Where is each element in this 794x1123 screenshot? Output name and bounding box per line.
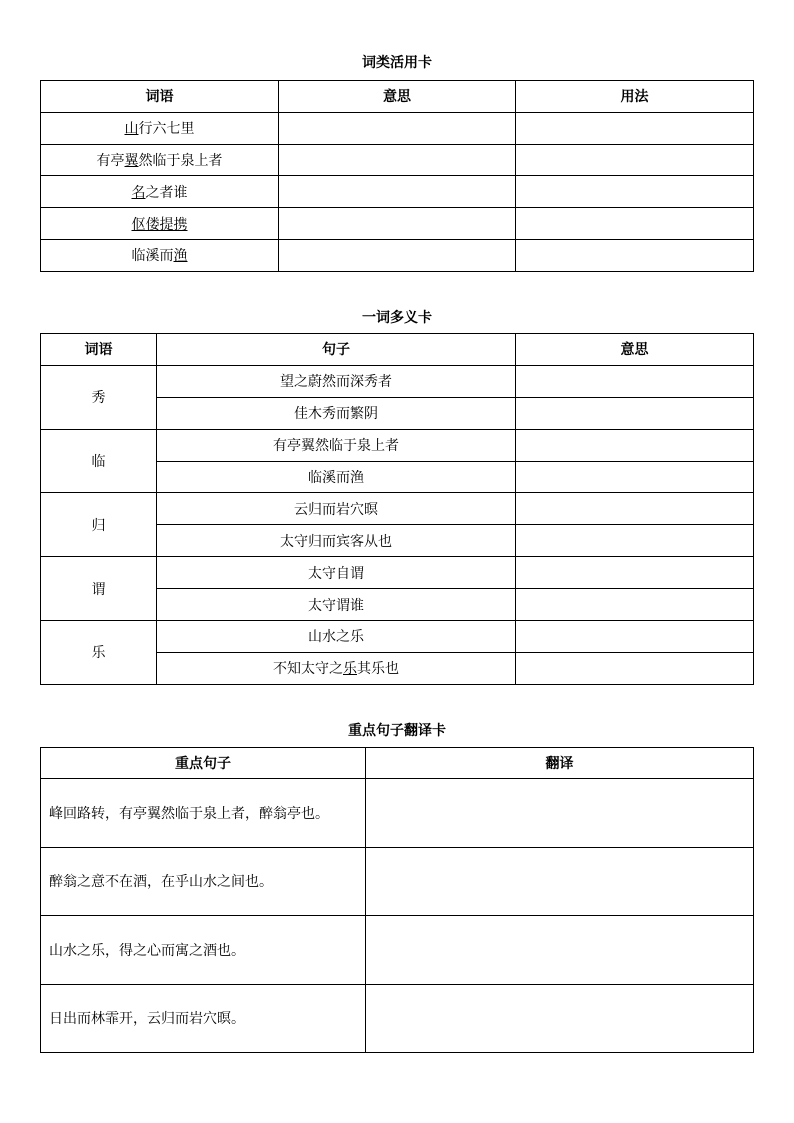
meaning-blank[interactable] [279, 144, 516, 176]
usage-blank[interactable] [516, 208, 754, 240]
table-row [41, 429, 754, 461]
usage-blank[interactable] [516, 239, 754, 271]
underlined-word: 山 [124, 121, 139, 138]
meaning-blank[interactable] [516, 589, 754, 621]
term-cell [41, 208, 279, 240]
sentence-cell: 太守自谓 [157, 557, 516, 589]
meaning-blank[interactable] [516, 429, 754, 461]
table-row [41, 847, 754, 916]
table-row [41, 984, 754, 1053]
meaning-blank[interactable] [516, 365, 754, 397]
translation-blank[interactable] [366, 916, 754, 985]
table-header-row [41, 334, 754, 366]
word-cell: 谓 [41, 557, 157, 621]
sentence-cell: 有亭翼然临于泉上者 [157, 429, 516, 461]
word-usage-table [40, 80, 754, 272]
meaning-blank[interactable] [279, 112, 516, 144]
translation-blank[interactable] [366, 847, 754, 916]
meaning-blank[interactable] [516, 621, 754, 653]
table-row [41, 239, 754, 271]
table-row [41, 916, 754, 985]
header-cell: 词语 [41, 81, 279, 113]
header-cell: 翻译 [366, 748, 754, 779]
table-row [41, 144, 754, 176]
sentence-cell: 望之蔚然而深秀者 [157, 365, 516, 397]
word-cell: 归 [41, 493, 157, 557]
sentence-cell: 临溪而渔 [157, 461, 516, 493]
meaning-blank[interactable] [516, 461, 754, 493]
word-cell: 秀 [41, 365, 157, 429]
target-word: 归 [308, 533, 322, 550]
header-cell: 词语 [41, 334, 157, 366]
target-word: 归 [308, 501, 322, 518]
term-cell: 有亭翼然临于泉上者 [41, 144, 279, 176]
meaning-blank[interactable] [279, 176, 516, 208]
table-row [41, 621, 754, 653]
meaning-blank[interactable] [516, 493, 754, 525]
header-cell: 意思 [516, 334, 754, 366]
usage-blank[interactable] [516, 112, 754, 144]
table-row [41, 557, 754, 589]
card2-title: 一词多义卡 [362, 310, 432, 326]
meaning-blank[interactable] [516, 557, 754, 589]
target-word: 谓 [350, 565, 364, 582]
header-cell: 重点句子 [41, 748, 366, 779]
meaning-blank[interactable] [279, 208, 516, 240]
table-header-row [41, 748, 754, 779]
header-cell: 句子 [157, 334, 516, 366]
meaning-blank[interactable] [516, 652, 754, 684]
sentence-cell: 峰回路转，有亭翼然临于泉上者，醉翁亭也。 [41, 779, 366, 848]
translation-table [40, 747, 754, 1053]
term-cell: 临溪而渔 [41, 239, 279, 271]
table-row [41, 493, 754, 525]
target-word: 谓 [336, 597, 350, 614]
term-cell: 名之者谁 [41, 176, 279, 208]
sentence-cell: 醉翁之意不在酒，在乎山水之间也。 [41, 847, 366, 916]
meaning-blank[interactable] [279, 239, 516, 271]
target-word: 秀 [322, 406, 336, 423]
sentence-cell: 不知太守之乐其乐也 [157, 652, 516, 684]
term-cell: 山行六七里 [41, 112, 279, 144]
underlined-word: 翼 [124, 152, 139, 169]
word-cell: 临 [41, 429, 157, 493]
meaning-blank[interactable] [516, 525, 754, 557]
sentence-cell: 佳木秀而繁阴 [157, 397, 516, 429]
card1-title: 词类活用卡 [362, 55, 432, 71]
target-word: 秀 [364, 374, 378, 391]
table-row [41, 779, 754, 848]
sentence-cell: 云归而岩穴暝 [157, 493, 516, 525]
table-row [41, 176, 754, 208]
table-row [41, 365, 754, 397]
underlined-word: 渔 [173, 248, 188, 265]
usage-blank[interactable] [516, 176, 754, 208]
sentence-cell: 山水之乐 [157, 621, 516, 653]
translation-blank[interactable] [366, 984, 754, 1053]
header-cell: 意思 [279, 81, 516, 113]
sentence-cell: 日出而林霏开，云归而岩穴暝。 [41, 984, 366, 1053]
target-word: 临 [308, 470, 322, 486]
table-row [41, 112, 754, 144]
word-cell: 乐 [41, 621, 157, 685]
translation-blank[interactable] [366, 779, 754, 848]
polysemy-table [40, 333, 754, 685]
target-word: 乐 [350, 629, 364, 646]
card3-title: 重点句子翻译卡 [348, 723, 446, 739]
underlined-word: 伛偻提携 [131, 216, 188, 233]
sentence-cell: 太守归而宾客从也 [157, 525, 516, 557]
table-header-row [41, 81, 754, 113]
sentence-cell: 山水之乐，得之心而寓之酒也。 [41, 916, 366, 985]
meaning-blank[interactable] [516, 397, 754, 429]
target-word: 临 [329, 438, 343, 455]
target-word: 乐 [343, 661, 357, 678]
table-row [41, 208, 754, 240]
header-cell: 用法 [516, 81, 754, 113]
sentence-cell: 太守谓谁 [157, 589, 516, 621]
underlined-word: 名 [131, 184, 146, 201]
usage-blank[interactable] [516, 144, 754, 176]
